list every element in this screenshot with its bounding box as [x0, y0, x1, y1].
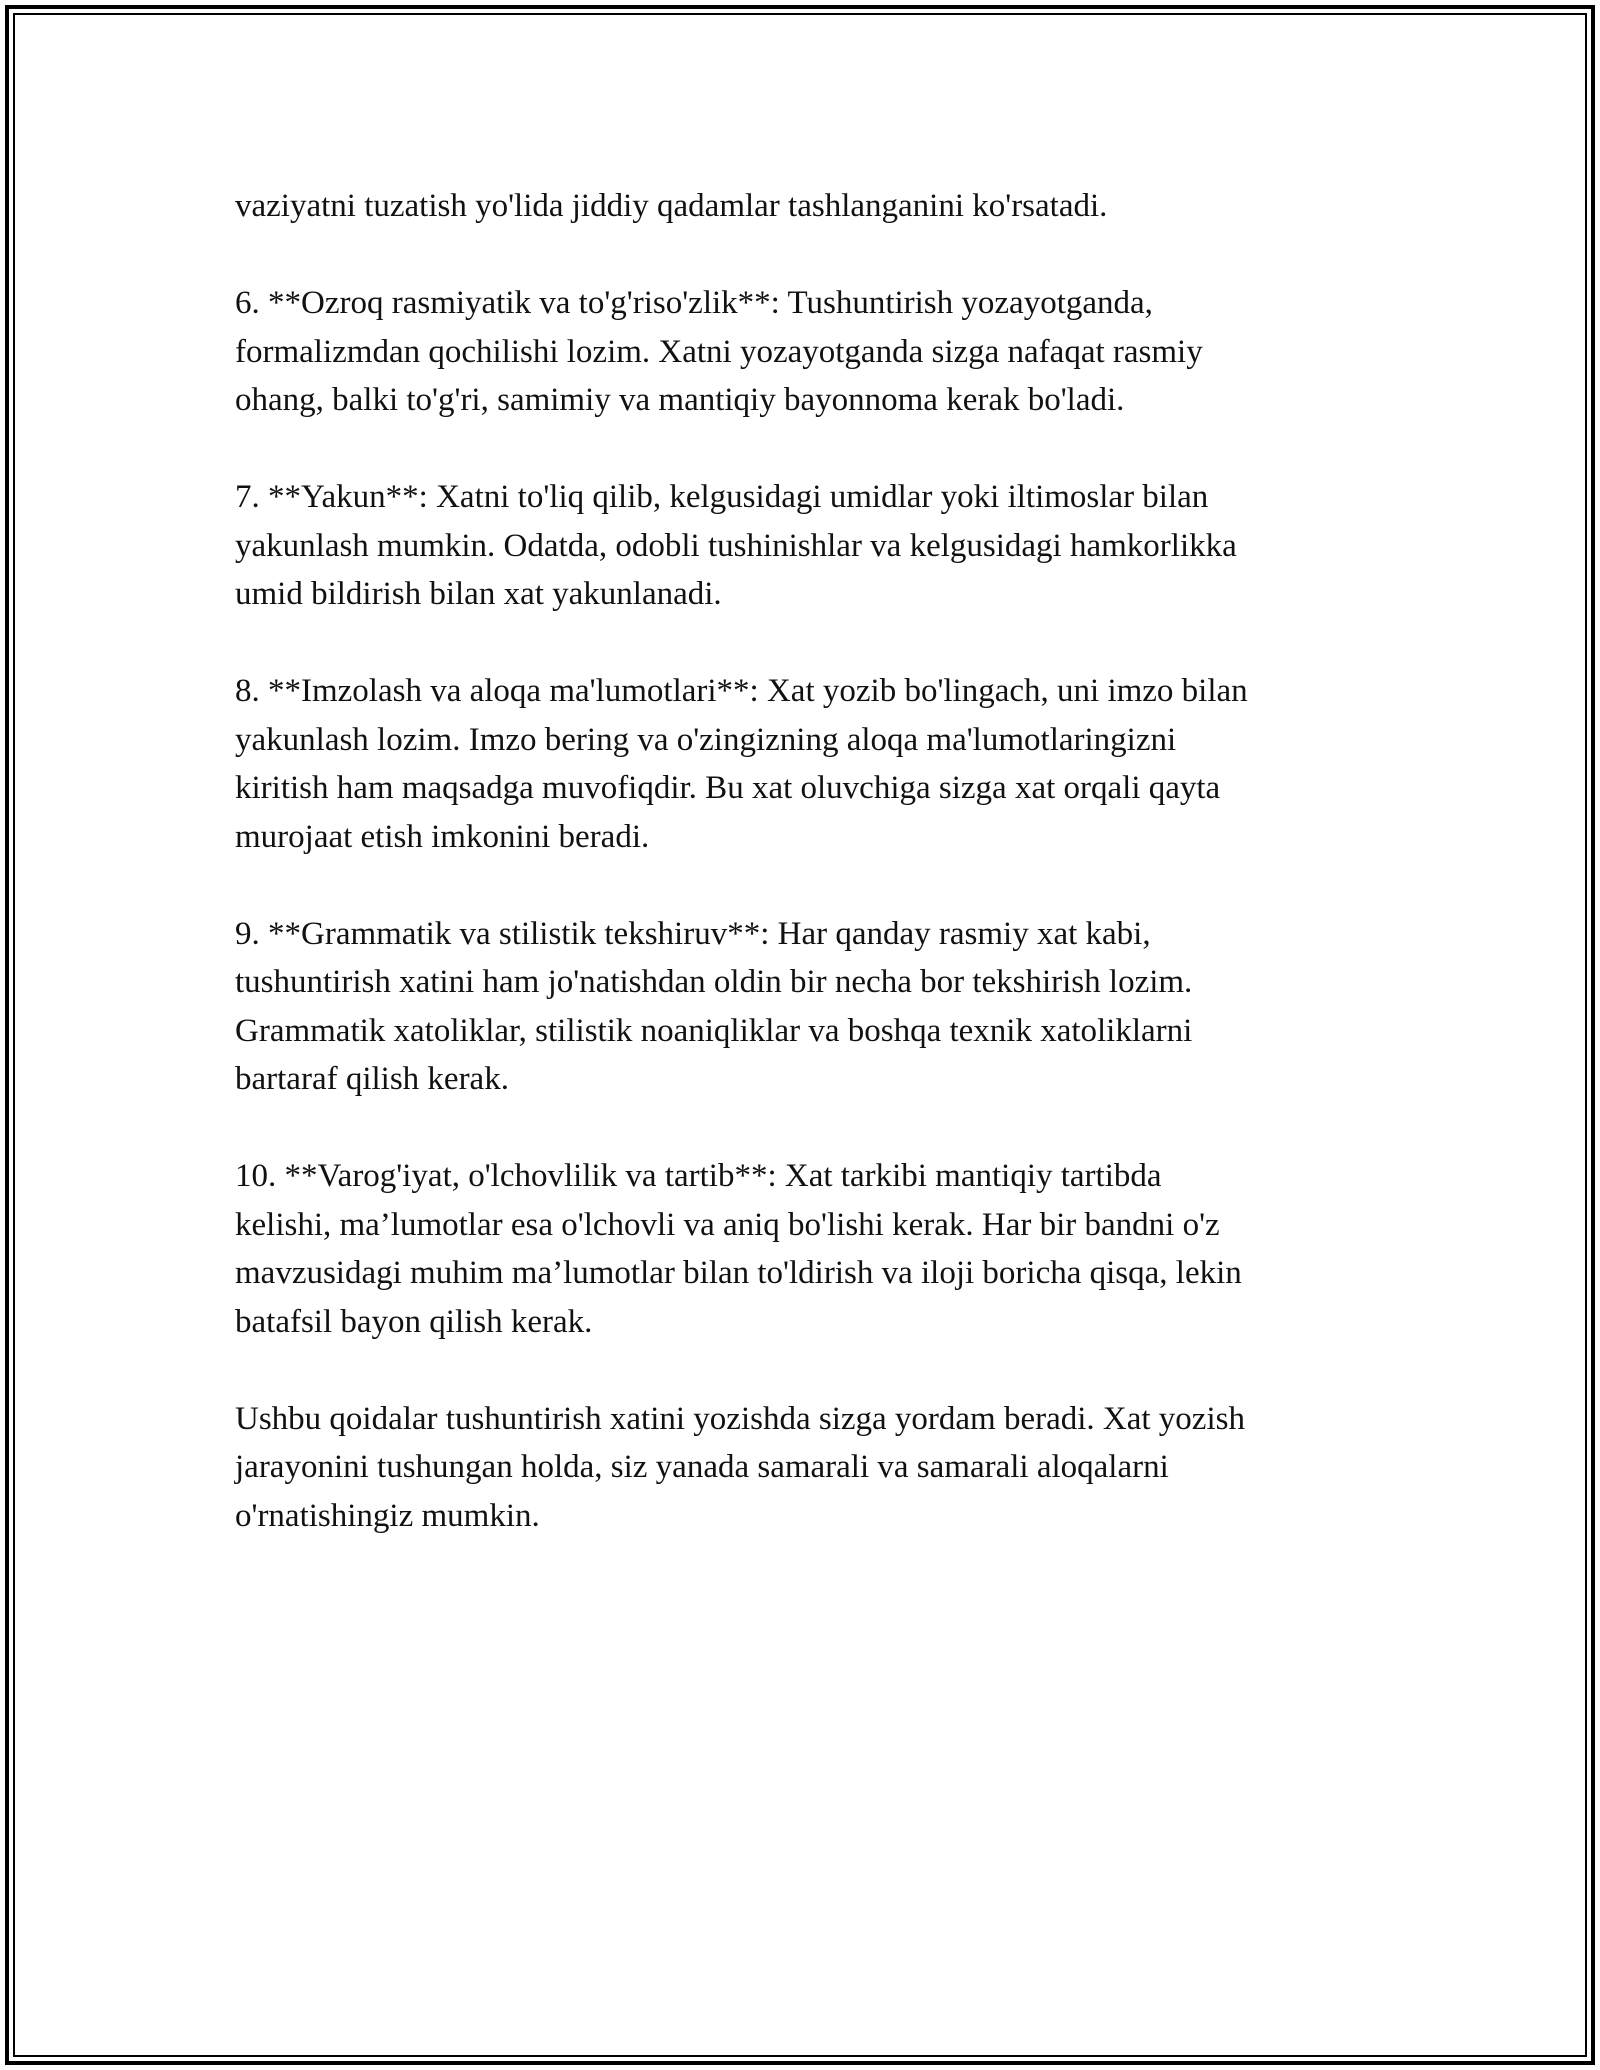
paragraph-item-7 — [235, 473, 1405, 619]
text-line: vaziyatni tuzatish yo'lida jiddiy qadamlar tashlanganini ko'rsatadi. — [235, 188, 1108, 224]
text-line: kelishi, ma’lumotlar esa o'lchovli va aniq bo'lishi kerak. Har bir bandni o'z — [235, 1206, 1220, 1243]
paragraph-conclusion — [235, 1395, 1405, 1541]
text-line: 6. **Ozroq rasmiyatik va to'g'riso'zlik**: Tushuntirish yozayotganda, — [235, 285, 1153, 321]
text-line: kiritish ham maqsadga muvofiqdir. Bu xat oluvchiga sizga xat orqali qayta — [235, 770, 1221, 806]
paragraph-continuation — [235, 182, 1405, 231]
text-line: 10. **Varog'iyat, o'lchovlilik va tartib**: Xat tarkibi mantiqiy tartibda — [235, 1158, 1162, 1194]
text-line: 7. **Yakun**: Xatni to'liq qilib, kelgusidagi umidlar yoki iltimoslar bilan — [235, 479, 1209, 515]
text-line: 8. **Imzolash va aloqa ma'lumotlari**: Xat yozib bo'lingach, uni imzo bilan — [235, 673, 1248, 709]
text-line: ohang, balki to'g'ri, samimiy va mantiqiy bayonnoma kerak bo'ladi. — [235, 382, 1125, 418]
text-line: 9. **Grammatik va stilistik tekshiruv**: Har qanday rasmiy xat kabi, — [235, 915, 1151, 952]
text-line: mavzusidagi muhim ma’lumotlar bilan to'ldirish va iloji boricha qisqa, lekin — [235, 1255, 1242, 1291]
text-line: bartaraf qilish kerak. — [235, 1061, 509, 1097]
paragraph-item-6 — [235, 279, 1405, 425]
text-line: Grammatik xatoliklar, stilistik noaniqliklar va boshqa texnik xatoliklarni — [235, 1012, 1193, 1049]
text-line: formalizmdan qochilishi lozim. Xatni yozayotganda sizga nafaqat rasmiy — [235, 333, 1203, 370]
text-line: o'rnatishingiz mumkin. — [235, 1497, 540, 1534]
text-line: yakunlash mumkin. Odatda, odobli tushinishlar va kelgusidagi hamkorlikka — [235, 527, 1237, 564]
text-line: murojaat etish imkonini beradi. — [235, 818, 650, 855]
document-body — [235, 182, 1405, 1589]
text-line: yakunlash lozim. Imzo bering va o'zingizning aloqa ma'lumotlaringizni — [235, 721, 1177, 758]
paragraph-item-9 — [235, 910, 1405, 1104]
paragraph-item-10 — [235, 1152, 1405, 1346]
text-line: Ushbu qoidalar tushuntirish xatini yozishda sizga yordam beradi. Xat yozish — [235, 1400, 1245, 1437]
text-line: batafsil bayon qilish kerak. — [235, 1303, 593, 1340]
text-line: jarayonini tushungan holda, siz yanada samarali va samarali aloqalarni — [235, 1449, 1169, 1485]
paragraph-item-8 — [235, 667, 1405, 861]
text-line: umid bildirish bilan xat yakunlanadi. — [235, 576, 722, 612]
text-line: tushuntirish xatini ham jo'natishdan oldin bir necha bor tekshirish lozim. — [235, 964, 1193, 1000]
